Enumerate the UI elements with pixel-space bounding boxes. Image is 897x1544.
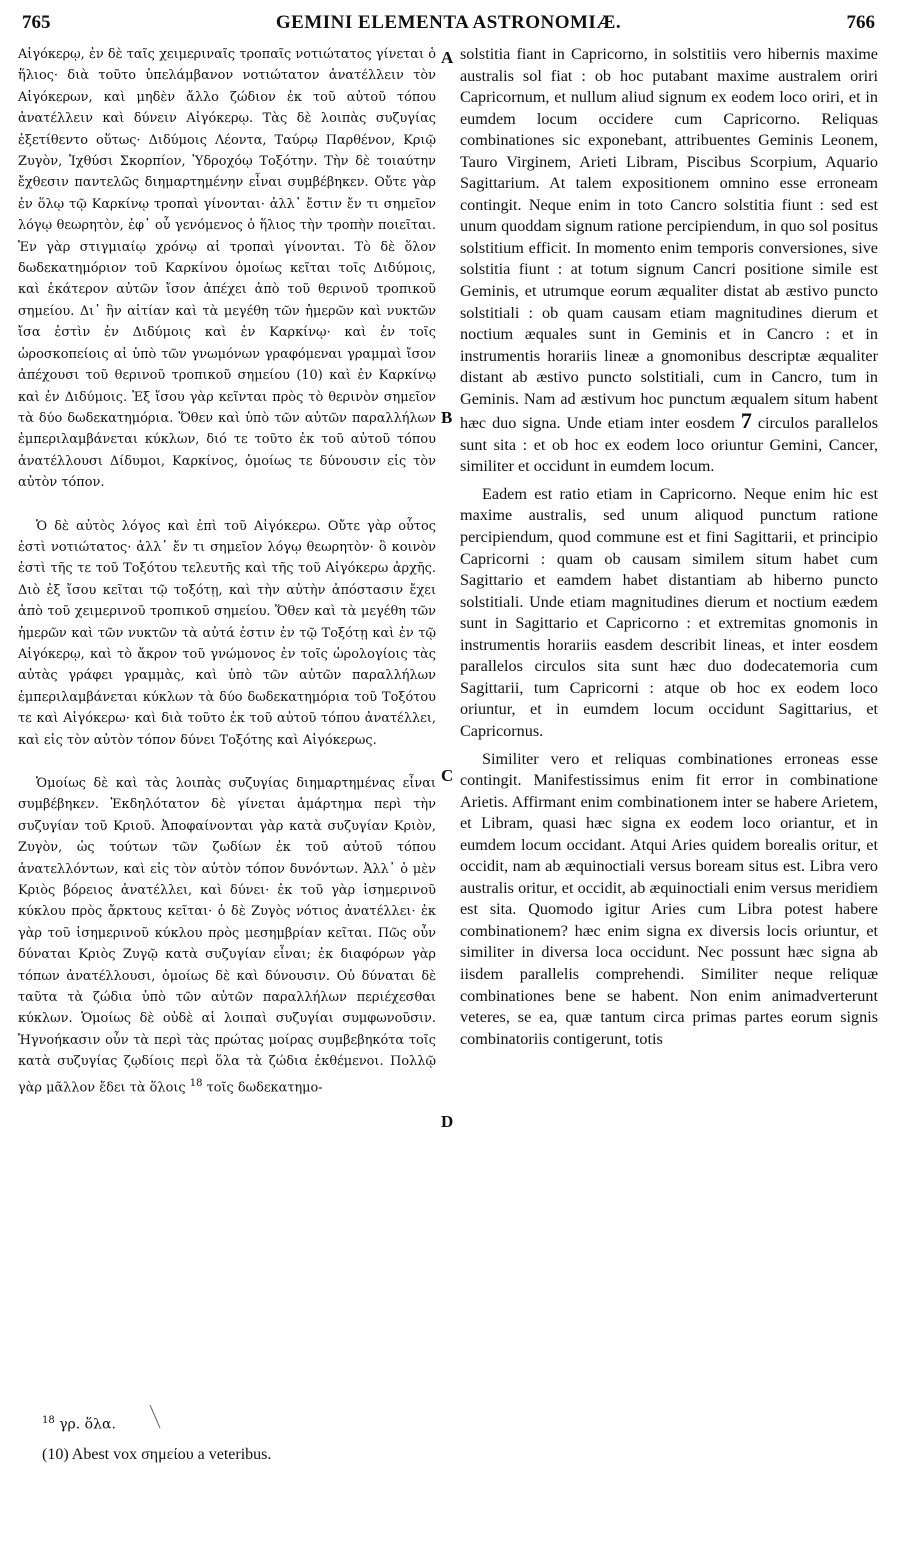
latin-paragraph-1-text: solstitia fiant in Capricorno, in solstitiis vero hibernis maxime australis sol fiat : ob hoc putabant maxime australem oriri Capricornum, et nullum aliud signum ex eodem loco oriri, et in eumdem locum occidere cum Capricorno. Reliquas combinationes sic exponebant, attribuentes Geminis Leonem, Tauro Virginem, Arieti Libram, Piscibus Scorpium, Aquario Sagittarium. At talem expositionem omnino esse erroneam contingit. Neque enim in toto Cancro solstitia fiunt : sed est unum quoddam signum ratione percipiendum, in quo sol positus solstitium efficit. In momento enim temporis conversiones, sive solstitia fiunt : at totum signum Cancri positione simile est Geminis, et utrumque eorum æqualiter distat ab æstivo puncto solstitiali : ob quam causam etiam magnitudines dierum et noctium æquales sunt in Geminis et in Cancro : et in instrumentis horariis lineæ a gnomonibus descriptæ æqualiter distant ab æstivo puncto solstitiali, cum in Cancro, tum in Geminis. Nam ad æstivum hoc punctum æqualem situm habent hæc duo signa. Unde etiam inter eosdem: [460, 45, 878, 433]
greek-paragraph-3: [18, 773, 436, 1098]
page-number-left: 765: [22, 12, 51, 33]
footnotes: [42, 1406, 442, 1470]
section-marker-a: A: [441, 48, 454, 67]
greek-column: [18, 44, 436, 1098]
latin-paragraph-1: [460, 44, 878, 478]
greek-paragraph-2: Ὁ δὲ αὐτὸς λόγος καὶ ἐπὶ τοῦ Αἰγόκερω. Οὔτε γὰρ οὗτος ἐστὶ νοτιώτατος· ἀλλ᾽ ἔν τι σημεῖον λόγῳ θεωρητὸν· ὃ κοινὸν ἐστὶ τῆς τε τοῦ Τοξότου τελευτῆς καὶ τῆς τοῦ Αἰγόκερω ἀρχῆς. Διὸ ἐξ ἴσου κεῖται τῷ τοξότῃ, καὶ τὴν αὐτὴν ἀπόστασιν ἔχει ἀπὸ τοῦ χειμερινοῦ τροπικοῦ σημείου. Ὅθεν καὶ τὰ μεγέθη τῶν ἡμερῶν καὶ τῶν νυκτῶν τὰ αὐτά ἐστιν ἐν τῷ Τοξότῃ καὶ ἐν τῷ Αἰγόκερῳ, καὶ τὸ ἄκρον τοῦ γνώμονος ἐν τοῖς ὡρολογίοις τὰς αὐτὰς γράφει γραμμὰς, καὶ ὑπὸ τῶν αὐτῶν παραλλήλων ἐμπεριλαμβάνεται κύκλων τὰ δύο δωδεκατημόρια τοῦ Τοξότου τε καὶ Αἰγόκερω· καὶ διὰ τοῦτο ἐκ τοῦ αὐτοῦ τόπου ἀνατέλλει, καὶ εἰς τὸν αὐτὸν τόπον δύνει Τοξότης καὶ Αἰγόκερως.: [18, 518, 436, 748]
footnote-ref-18: 18: [189, 1077, 203, 1089]
page-number-right: 766: [846, 12, 875, 33]
latin-paragraph-2: Eadem est ratio etiam in Capricorno. Neque enim hic est maxime australis, sed unum aliquod punctum ratione percipiendum, quod commune est et fini Sagittarii, et principio Capricorni : quam ob causam similem situm habet cum Sagittario et eamdem habet distantiam ab hiberno puncto solstitiali. Unde etiam magnitudines dierum et noctium eædem sunt in Sagittario et Capricorno : et extremitas gnomonis in instrumentis horariis easdem describit lineas, et inter eosdem parallelos circulos sita sunt hæc duo dodecatemoria cum Sagittarii, tum Capricorni : atque ob hoc ex eodem loco oriuntur, et in eumdem locum occidunt Sagittarius, et Capricornus.: [460, 484, 878, 740]
greek-paragraph-3-text: Ὁμοίως δὲ καὶ τὰς λοιπὰς συζυγίας διημαρτημένας εἶναι συμβέβηκεν. Ἐκδηλότατον δὲ γίνεται ἁμάρτημα περὶ τὴν συζυγίαν τοῦ Κριοῦ. Ἀποφαίνονται γὰρ κατὰ συζυγίαν Κριὸν, Ζυγὸν, ὡς τούτων τῶν ζωδίων ἐκ τοῦ αὐτοῦ τόπου ἀνατελλόντων, καὶ εἰς τὸν αὐτὸν τόπον δυνόντων. Ἀλλ᾽ ὁ μὲν Κριὸς βόρειος ἀνατέλλει, καὶ δύνει· ἐκ τοῦ γὰρ ἰσημερινοῦ κύκλου πρὸς ἄρκτους κεῖται· ὁ δὲ Ζυγὸς νότιος ἀνατέλλει· ἐκ γὰρ τοῦ ἰσημερινοῦ κύκλου πρὸς μεσημβρίαν κεῖται. Πῶς οὖν δύναται Κριὸς Ζυγῷ κατὰ συζυγίαν εἶναι; ἐκ διαφόρων γὰρ τόπων ἀνατέλλουσι, ὁμοίως δὲ καὶ δύνουσιν. Οὐ δύναται δὲ ταῦτα τὰ ζώδια ὑπὸ τῶν αὐτῶν παραλλήλων περιέχεσθαι κύκλων. Ὁμοίως δὲ οὐδὲ αἱ λοιπαὶ συζυγίαι συμφωνοῦσιν. Ἠγνοήκασιν οὖν τὰ περὶ τὰς πρώτας μοίρας συμβεβηκότα τοῖς κατὰ συζυγίας ζῳδίοις περὶ ὅλα τὰ ζώδια ἐκθέμενοι. Πολλῷ γὰρ μᾶλλον ἔδει τὰ ὅλοις: [18, 776, 436, 1095]
marginal-number-7: 7: [740, 408, 752, 434]
running-header: [22, 12, 875, 38]
footnote-18: [42, 1406, 442, 1440]
section-marker-b: B: [441, 408, 453, 427]
footnote-10-text: Abest vox σημείου a veteribus.: [71, 1445, 272, 1463]
footnote-18-text: γρ. ὅλα.: [59, 1416, 116, 1433]
footnote-10-number: (10): [42, 1445, 69, 1463]
greek-paragraph-1: Αἰγόκερῳ, ἐν δὲ ταῖς χειμεριναῖς τροπαῖς νοτιώτατος γίνεται ὁ ἥλιος· διὰ τοῦτο ὑπελάμβανον νοτιώτατον ἀνατέλλειν τὸν Αἰγόκερων, καὶ μηδὲν ἄλλο ζώδιον ἐκ τοῦ αὐτοῦ τόπου ἀνατέλλειν καὶ δύνειν Αἰγόκερῳ. Τὰς δὲ λοιπὰς συζυγίας ἐξετίθεντο οὕτως· Διδύμοις Λέοντα, Ταύρῳ Παρθένον, Κριῷ Ζυγὸν, Ἰχθύσι Σκορπίον, Ὑδροχόῳ Τοξότην. Τὴν δὲ τοιαύτην ἔχθεσιν παντελῶς διημαρτημένην εἶναι συμβέβηκεν. Οὔτε γὰρ ἐν ὅλῳ τῷ Καρκίνῳ τροπαὶ γίνονται· ἀλλ᾽ ἔστιν ἔν τι σημεῖον λόγῳ θεωρητὸν, ἐφ᾽ οὗ γενόμενος ὁ ἥλιος τὴν τροπὴν ποιεῖται. Ἐν γὰρ στιγμιαίῳ χρόνῳ αἱ τροπαὶ γίνονται. Τὸ δὲ ὅλον δωδεκατημόριον τοῦ Καρκίνου ὁμοίως κεῖται τοῖς Διδύμοις, καὶ ἑκάτερον αὐτῶν ἴσον ἀπέχει ἀπὸ τοῦ θερινοῦ τροπικοῦ σημείου. Δι᾽ ἣν αἰτίαν καὶ τὰ μεγέθη τῶν ἡμερῶν καὶ νυκτῶν ἴσα ἐστὶν ἐν Διδύμοις καὶ ἐν Καρκίνῳ· καὶ ἐν τοῖς ὡροσκοπείοις αἱ ὑπὸ τῶν γνωμόνων γραφόμεναι γραμμαὶ ἴσον ἀπέχουσι τοῦ θερινοῦ τροπικοῦ σημείου (10) καὶ ἐν Καρκίνῳ καὶ ἐν Διδύμοις. Ἐξ ἴσου γὰρ κεῖνται πρὸς τὸ θερινὸν σημεῖον τὰ δύο δωδεκατημόρια. Ὅθεν καὶ ὑπὸ τῶν αὐτῶν παραλλήλων ἐμπεριλαμβάνεται κύκλων, διό τε τοῦτο ἐκ τοῦ αὐτοῦ τόπου ἀνατέλλουσι Δίδυμοι, Καρκίνος, ὁμοίως τε δύνουσιν εἰς τὸν αὐτὸν τόπον.: [18, 47, 436, 491]
footnote-10: [42, 1440, 442, 1470]
section-marker-d: D: [441, 1112, 454, 1131]
latin-paragraph-1-end: circulos parallelos sunt sita : et ob hoc ex eodem loco oriuntur Gemini, Cancer, similiter et occidunt in eumdem locum.: [460, 414, 879, 476]
section-marker-c: C: [441, 766, 454, 785]
latin-paragraph-3: Similiter vero et reliquas combinationes erroneas esse contingit. Manifestissimus enim fit error in combinatione Arietis. Affirmant enim combinationem inter se habere Arietem, et Libram, quasi hæc signa ex eodem loco oriantur, et in eumdem locum occidant. Atqui Aries quidem borealis oritur, et occidit, nam ab æquinoctiali versus boream situs est. Libra vero australis oritur, et occidit, ab æquinoctiali enim versus meridiem est sita. Quomodo igitur Aries cum Libra potest habere combinationem? hæc enim signa ex diversis locis oriuntur, et similiter in diversa loca occidunt. Nec possunt hæc signa ab iisdem parallelis comprehendi. Similiter neque reliquæ combinationes bene se habent. Non enim animadverterunt veteres, se ea, quæ tantum circa primas partes eorum signis combinatoriis contigerunt, totis: [460, 749, 878, 1048]
greek-paragraph-3-end: τοῖς δωδεκατημο-: [206, 1079, 323, 1095]
latin-column: [460, 44, 878, 1050]
footnote-18-number: 18: [42, 1415, 55, 1426]
running-title: GEMINI ELEMENTA ASTRONOMIÆ.: [275, 12, 622, 33]
